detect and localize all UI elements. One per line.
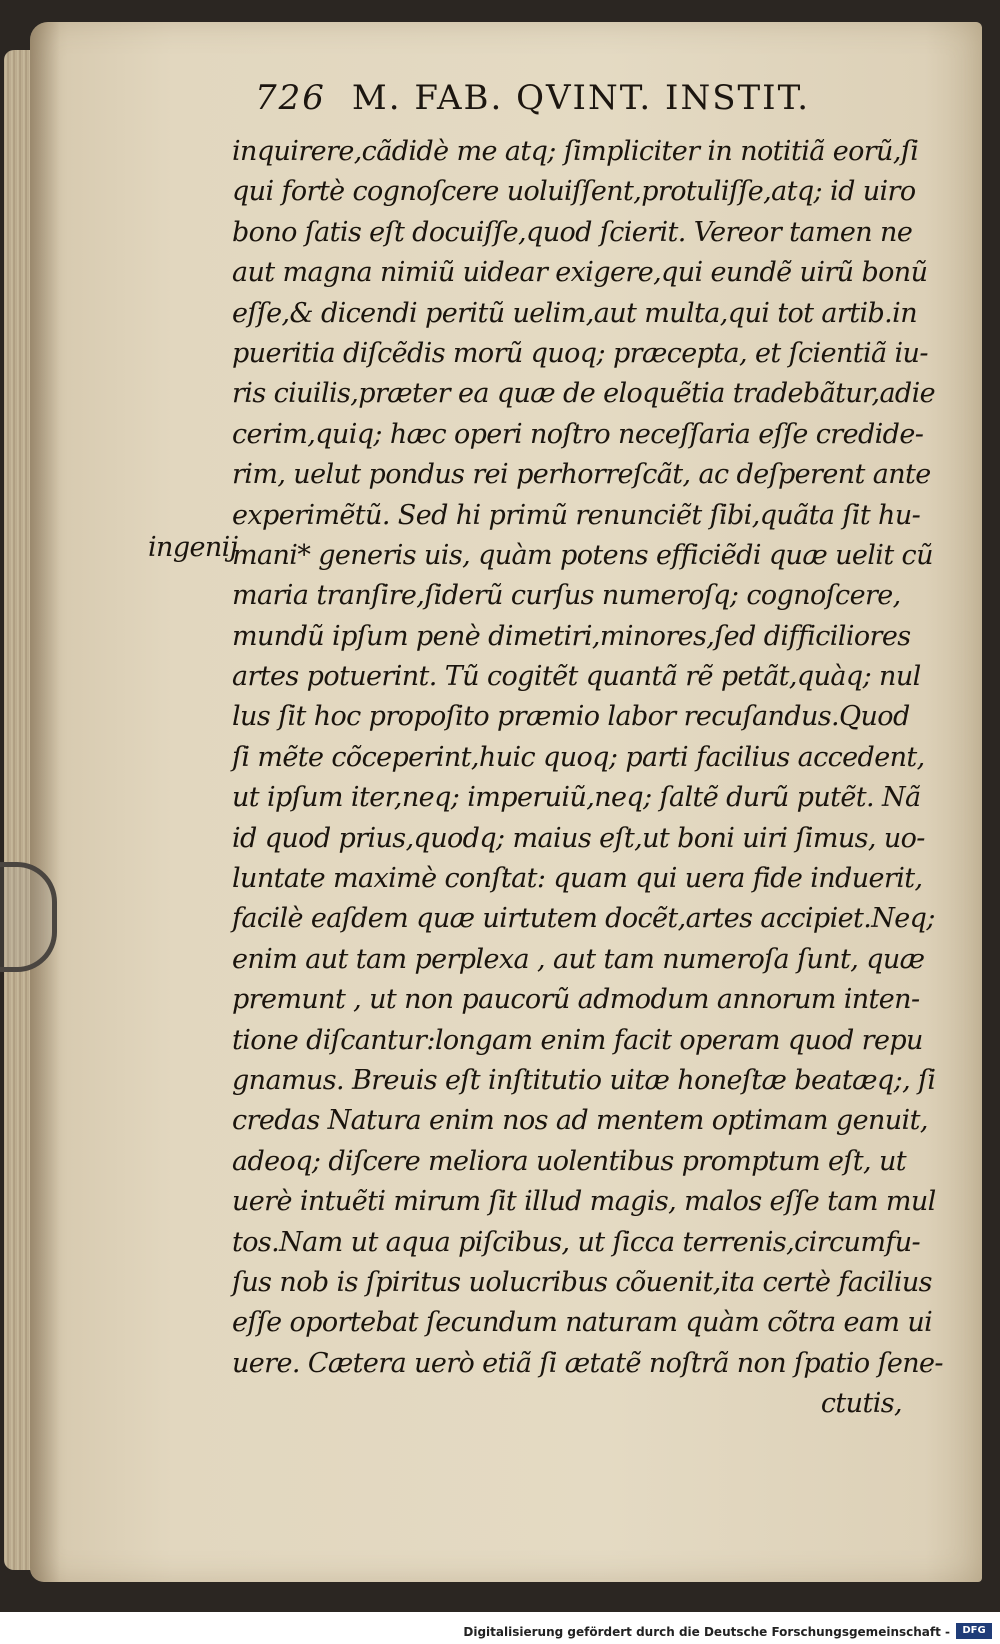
marginal-note: ingenij (148, 532, 238, 563)
text-line: mani* generis uis, quàm potens efficiẽdi quæ uelit cũ (232, 539, 933, 571)
body-text (232, 132, 943, 1425)
text-line: credas Natura enim nos ad mentem optimam genuit, (232, 1105, 928, 1137)
text-line: lus ſit hoc propoſito præmio labor recuſandus.Quod (232, 701, 910, 733)
page-number: 726 (255, 78, 326, 118)
text-line: facilè eaſdem quæ uirtutem docẽt,artes accipiet.Neq; (232, 903, 935, 935)
text-line: enim aut tam perplexa , aut tam numeroſa ſunt, quæ (232, 943, 925, 975)
text-line: uerè intuẽti mirum ſit illud magis, malos eſſe tam mul (232, 1186, 936, 1218)
text-line: uere. Cætera uerò etiã ſi ætatẽ noſtrã non ſpatio ſene- (232, 1347, 943, 1379)
text-line: ſi mẽte cõceperint,huic quoq; parti facilius accedent, (232, 741, 925, 773)
page-header (255, 78, 855, 130)
text-line: ſus nob is ſpiritus uolucribus cõuenit,ita certè facilius (232, 1266, 932, 1298)
text-line: ris ciuilis,præter ea quæ de eloquẽtia tradebãtur,adie (232, 378, 936, 410)
text-line: luntate maximè conſtat: quam qui uera fide induerit, (232, 863, 923, 895)
text-line: eſſe oportebat ſecundum naturam quàm cõtra eam ui (232, 1307, 933, 1339)
gutter-shadow (30, 22, 60, 1582)
text-line: maria tranſire,ſiderũ curſus numeroſq; cognoſcere, (232, 580, 901, 612)
text-line: tione diſcantur:longam enim facit operam quod repu (232, 1024, 923, 1056)
text-line: adeoq; diſcere meliora uolentibus promptum eſt, ut (232, 1145, 906, 1177)
running-title: M. FAB. QVINT. INSTIT. (351, 78, 811, 118)
text-line: rim, uelut pondus rei perhorreſcãt, ac deſperent ante (232, 459, 931, 491)
text-line: premunt , ut non paucorũ admodum annorum inten- (232, 984, 920, 1016)
text-line: ut ipſum iter,neq; imperuiũ,neq; ſaltẽ durũ putẽt. Nã (232, 782, 921, 814)
book-clasp (0, 862, 57, 972)
text-line: artes potuerint. Tũ cogitẽt quantã rẽ petãt,quàq; nul (232, 661, 921, 693)
text-line: eſſe,& dicendi peritũ uelim,aut multa,qui tot artib.in (232, 297, 917, 329)
text-line: cerim,quiq; hæc operi noſtro neceſſaria eſſe credide- (232, 418, 924, 450)
text-line: gnamus. Breuis eſt inſtitutio uitæ honeſtæ beatæq;, ſi (232, 1064, 936, 1096)
text-line: inquirere,cãdidè me atq; ſimpliciter in notitiã eorũ,ſi (232, 136, 919, 167)
text-line: pueritia diſcẽdis morũ quoq; præcepta, et ſcientiã iu- (232, 337, 928, 369)
catchword: ctutis, (820, 1388, 902, 1420)
text-line: id quod prius,quodq; maius eſt,ut boni uiri ſimus, uo- (232, 822, 925, 854)
text-line: experimẽtũ. Sed hi primũ renunciẽt ſibi,quãta ſit hu- (232, 499, 921, 531)
dfg-logo: DFG (956, 1623, 992, 1639)
text-line: bono ſatis eſt docuiſſe,quod ſcierit. Vereor tamen ne (232, 216, 913, 248)
digitization-credit: Digitalisierung gefördert durch die Deutsche Forschungsgemeinschaft - (463, 1625, 950, 1639)
text-line: aut magna nimiũ uidear exigere,qui eundẽ uirũ bonũ (232, 257, 928, 289)
text-line: tos.Nam ut aqua piſcibus, ut ſicca terrenis,circumfu- (232, 1226, 921, 1258)
text-line: mundũ ipſum penè dimetiri,minores,ſed difficiliores (232, 620, 911, 652)
text-line: qui fortè cognoſcere uoluiſſent,protuliſſe,atq; id uiro (232, 176, 916, 208)
